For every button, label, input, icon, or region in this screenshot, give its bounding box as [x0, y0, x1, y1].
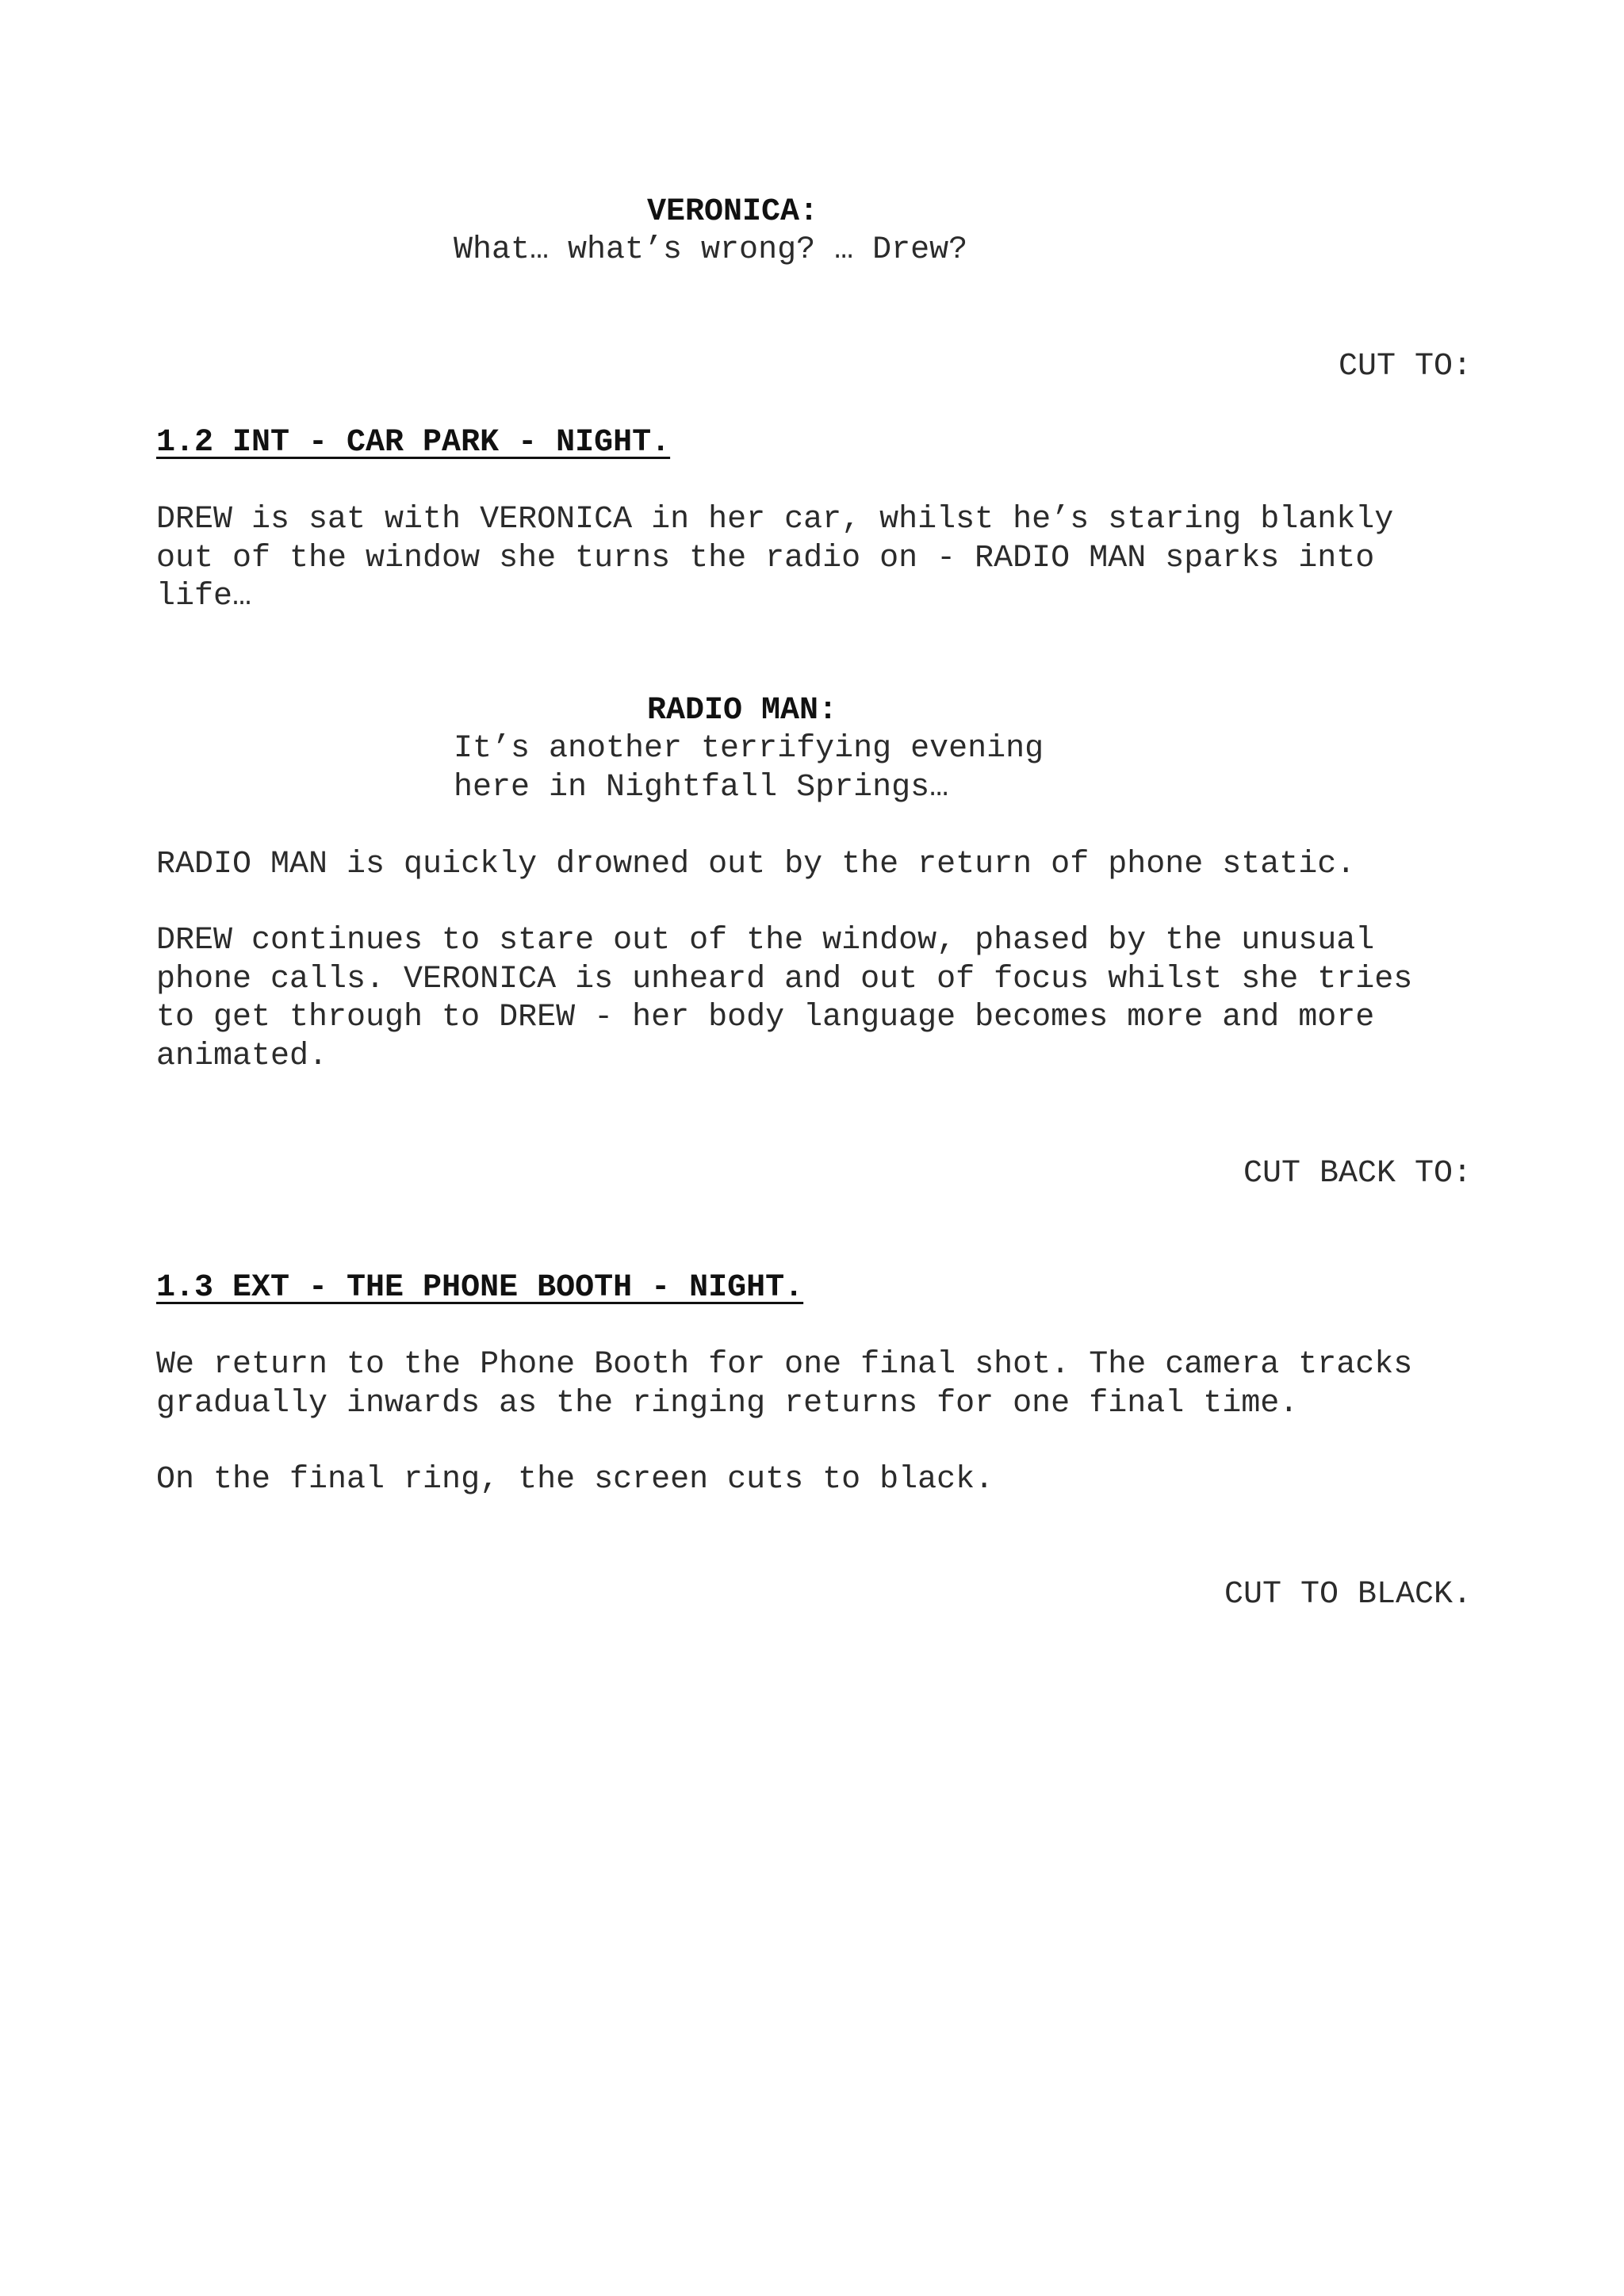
action-1-2-b: RADIO MAN is quickly drowned out by the return of phone static.: [156, 847, 1356, 882]
transition-cut-to: CUT TO:: [1338, 349, 1472, 385]
scene-heading-1-3: 1.3 EXT - THE PHONE BOOTH - NIGHT.: [156, 1270, 804, 1306]
character-cue-veronica: VERONICA:: [647, 194, 819, 230]
scene-heading-1-2: 1.2 INT - CAR PARK - NIGHT.: [156, 425, 671, 461]
action-1-3-b: On the final ring, the screen cuts to black.: [156, 1462, 994, 1498]
transition-cut-back-to: CUT BACK TO:: [1243, 1156, 1472, 1192]
dialogue-radio-man: It’s another terrifying evening here in Nightfall Springs…: [454, 731, 1044, 806]
action-1-2-c: DREW continues to stare out of the window, phased by the unusual phone calls. VERONICA is unheard and out of focus whilst she tries to get through to DREW - her body language becomes more and more animated.: [156, 923, 1413, 1074]
dialogue-veronica: What… what’s wrong? … Drew?: [454, 232, 968, 268]
transition-cut-to-black: CUT TO BLACK.: [1224, 1577, 1472, 1613]
action-1-3-a: We return to the Phone Booth for one final shot. The camera tracks gradually inwards as the ringing returns for one final time.: [156, 1347, 1413, 1422]
character-cue-radio-man: RADIO MAN:: [647, 693, 838, 729]
action-1-2-a: DREW is sat with VERONICA in her car, whilst he’s staring blankly out of the window she turns the radio on - RADIO MAN sparks into life…: [156, 502, 1394, 614]
